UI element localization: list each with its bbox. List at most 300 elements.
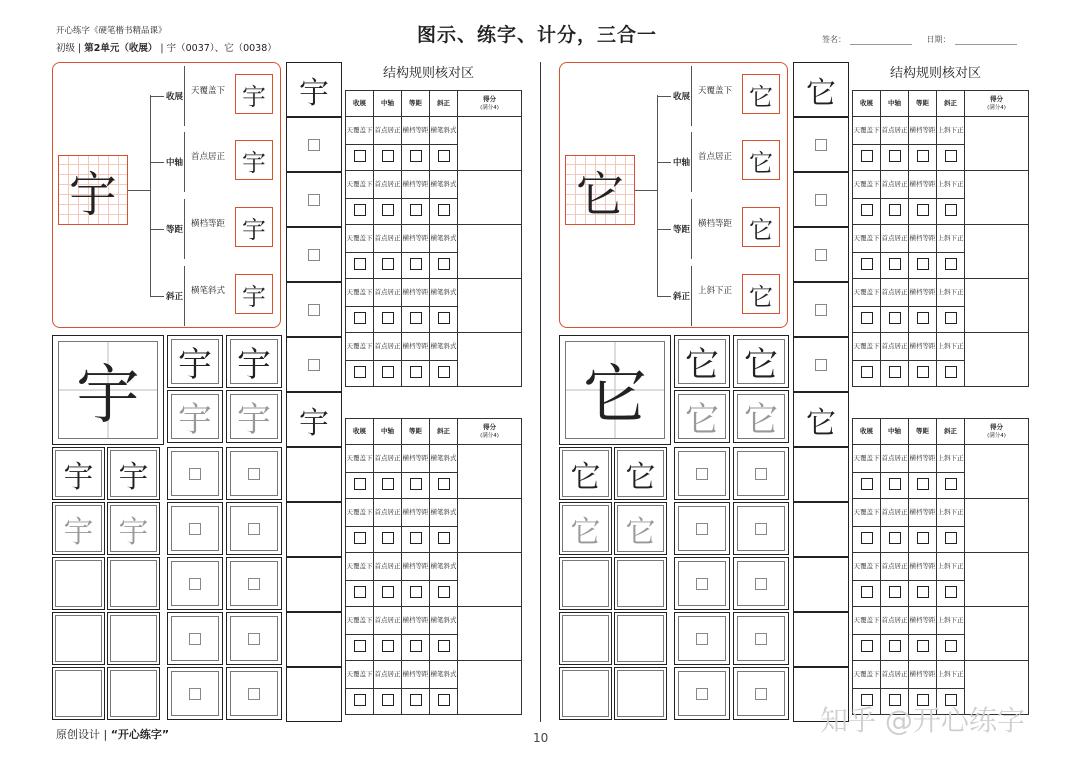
checkbox[interactable] [438, 258, 450, 270]
check-column-cell[interactable] [793, 172, 849, 227]
copy-char: 宇 [55, 505, 102, 552]
rule-checkbox-cell[interactable] [430, 689, 458, 715]
rule-checkbox-cell[interactable] [430, 635, 458, 661]
check-column-cell[interactable] [286, 117, 342, 172]
rule-label: 首点居正 [374, 279, 402, 307]
rule-checkbox-cell[interactable] [430, 145, 458, 171]
blank-practice-cell[interactable] [737, 506, 785, 551]
checkbox[interactable] [438, 478, 450, 490]
rule-checkbox-cell[interactable] [374, 689, 402, 715]
blank-practice-cell[interactable] [617, 560, 664, 607]
rule-checkbox-cell[interactable] [909, 473, 937, 499]
blank-practice-cell[interactable] [737, 671, 785, 716]
check-column-cell[interactable] [286, 227, 342, 282]
check-column-cell[interactable] [793, 557, 849, 612]
score-cell[interactable] [965, 333, 1029, 387]
checkbox[interactable] [889, 586, 901, 598]
rule-label: 上斜下正 [937, 499, 965, 527]
blank-practice-cell[interactable] [171, 671, 219, 716]
score-cell[interactable] [458, 607, 522, 661]
rule-checkbox-cell[interactable] [374, 581, 402, 607]
rule-checkbox-cell[interactable] [430, 199, 458, 225]
center-divider [540, 62, 541, 722]
center-square [755, 633, 767, 645]
tree-trunk [150, 95, 151, 297]
checkbox[interactable] [945, 312, 957, 324]
checkbox[interactable] [410, 258, 422, 270]
checkbox[interactable] [354, 204, 366, 216]
checkbox[interactable] [917, 312, 929, 324]
rule-label: 横档等距 [402, 117, 430, 145]
score-cell[interactable] [458, 171, 522, 225]
rule-checkbox-cell[interactable] [937, 307, 965, 333]
checkbox[interactable] [410, 150, 422, 162]
blank-practice-cell[interactable] [55, 670, 102, 717]
date-field[interactable] [955, 44, 1017, 45]
checkbox[interactable] [354, 532, 366, 544]
score-cell[interactable] [965, 445, 1029, 499]
checkbox[interactable] [410, 204, 422, 216]
blank-practice-cell[interactable] [678, 506, 726, 551]
rule-checkbox-cell[interactable] [937, 527, 965, 553]
rule-checkbox-cell[interactable] [430, 581, 458, 607]
score-cell[interactable] [965, 171, 1029, 225]
blank-practice-cell[interactable] [110, 615, 157, 662]
check-column-cell: 它 [793, 392, 849, 447]
rule-checkbox-cell[interactable] [881, 473, 909, 499]
rule-checkbox-cell[interactable] [346, 635, 374, 661]
rule-checkbox-cell[interactable] [402, 307, 430, 333]
score-cell[interactable] [458, 499, 522, 553]
checkbox[interactable] [438, 586, 450, 598]
trace-char-faded: 它 [737, 394, 785, 439]
checkbox[interactable] [438, 366, 450, 378]
check-column-cell[interactable] [793, 447, 849, 502]
checkbox[interactable] [945, 150, 957, 162]
check-column-cell[interactable] [286, 502, 342, 557]
rule-label: 横笔斜式 [430, 279, 458, 307]
rule-checkbox-cell[interactable] [374, 527, 402, 553]
copy-char: 它 [562, 505, 609, 552]
checkbox[interactable] [917, 258, 929, 270]
checkbox[interactable] [354, 258, 366, 270]
rule-checkbox-cell[interactable] [346, 361, 374, 387]
checkbox[interactable] [438, 312, 450, 324]
rule-checkbox-cell[interactable] [374, 307, 402, 333]
tree-branch [657, 96, 671, 97]
rule-desc: 横档等距 [191, 219, 226, 229]
checkbox[interactable] [861, 640, 873, 652]
center-square [248, 523, 260, 535]
checkbox[interactable] [354, 640, 366, 652]
table-header: 收展 [853, 91, 881, 117]
rule-checkbox-cell[interactable] [937, 635, 965, 661]
blank-practice-cell[interactable] [55, 615, 102, 662]
footer-credit-a: 原创设计 [56, 728, 100, 741]
score-cell[interactable] [965, 279, 1029, 333]
checkbox[interactable] [410, 478, 422, 490]
checkbox[interactable] [438, 204, 450, 216]
blank-practice-cell[interactable] [737, 451, 785, 496]
blank-practice-cell[interactable] [737, 616, 785, 661]
rule-checkbox-cell[interactable] [402, 361, 430, 387]
checkbox[interactable] [354, 312, 366, 324]
checkbox[interactable] [354, 694, 366, 706]
rule-label: 天覆盖下 [853, 607, 881, 635]
rule-checkbox-cell[interactable] [937, 361, 965, 387]
rule-checkbox-cell[interactable] [853, 635, 881, 661]
rule-checkbox-cell[interactable] [937, 199, 965, 225]
blank-practice-cell[interactable] [562, 670, 609, 717]
checkbox[interactable] [354, 586, 366, 598]
blank-practice-cell[interactable] [678, 451, 726, 496]
checkbox[interactable] [917, 640, 929, 652]
rule-label: 上斜下正 [937, 607, 965, 635]
checkbox[interactable] [354, 366, 366, 378]
checkbox[interactable] [382, 312, 394, 324]
check-column-cell[interactable] [793, 282, 849, 337]
rule-desc: 首点居正 [191, 152, 226, 162]
trace-char: 它 [737, 339, 785, 384]
blank-practice-cell[interactable] [110, 670, 157, 717]
rule-checkbox-cell[interactable] [909, 145, 937, 171]
rule-bracket [691, 132, 692, 192]
check-column-cell[interactable] [793, 612, 849, 667]
checkbox[interactable] [438, 640, 450, 652]
check-column-cell[interactable] [286, 447, 342, 502]
rule-checkbox-cell[interactable] [374, 253, 402, 279]
rule-checkbox-cell[interactable] [881, 581, 909, 607]
rule-checkbox-cell[interactable] [881, 199, 909, 225]
checkbox[interactable] [889, 640, 901, 652]
rule-name: 收展 [673, 92, 691, 102]
rule-checkbox-cell[interactable] [346, 689, 374, 715]
check-column-cell[interactable] [793, 227, 849, 282]
rule-checkbox-cell[interactable] [402, 635, 430, 661]
checkbox[interactable] [889, 532, 901, 544]
rule-checkbox-cell[interactable] [853, 527, 881, 553]
score-cell[interactable] [458, 445, 522, 499]
trace-char: 宇 [230, 339, 278, 384]
checkbox[interactable] [382, 478, 394, 490]
score-max: (满分4) [480, 432, 499, 439]
check-box [308, 139, 320, 151]
rule-label: 首点居正 [374, 171, 402, 199]
rule-checkbox-cell[interactable] [402, 473, 430, 499]
checkbox[interactable] [889, 150, 901, 162]
checkbox[interactable] [861, 366, 873, 378]
rule-label: 天覆盖下 [853, 553, 881, 581]
rule-checkbox-cell[interactable] [402, 145, 430, 171]
checkbox[interactable] [917, 366, 929, 378]
center-square [189, 468, 201, 480]
tree-branch [150, 162, 164, 163]
checkbox[interactable] [382, 640, 394, 652]
blank-practice-cell[interactable] [230, 671, 278, 716]
score-cell[interactable] [458, 661, 522, 715]
center-square [248, 578, 260, 590]
rule-label: 横档等距 [402, 279, 430, 307]
trace-char-faded: 宇 [230, 394, 278, 439]
check-box [815, 359, 827, 371]
rule-label: 上斜下正 [937, 553, 965, 581]
rule-label: 天覆盖下 [346, 171, 374, 199]
score-cell[interactable] [965, 117, 1029, 171]
rule-label: 横笔斜式 [430, 499, 458, 527]
center-square [189, 633, 201, 645]
table-header: 斜正 [937, 419, 965, 445]
score-cell[interactable] [458, 117, 522, 171]
rule-checkbox-cell[interactable] [909, 307, 937, 333]
check-column-cell[interactable] [286, 612, 342, 667]
checkbox[interactable] [945, 532, 957, 544]
rule-checkbox-cell[interactable] [402, 527, 430, 553]
checkbox[interactable] [945, 478, 957, 490]
table-header: 等距 [909, 419, 937, 445]
rule-checkbox-cell[interactable] [402, 581, 430, 607]
checkbox[interactable] [410, 694, 422, 706]
rule-label: 横笔斜式 [430, 553, 458, 581]
rule-checkbox-cell[interactable] [430, 307, 458, 333]
check-column-cell[interactable] [286, 172, 342, 227]
checkbox[interactable] [382, 150, 394, 162]
rule-checkbox-cell[interactable] [374, 635, 402, 661]
checkbox[interactable] [410, 532, 422, 544]
rule-checkbox-cell[interactable] [881, 253, 909, 279]
rule-checkbox-cell[interactable] [909, 199, 937, 225]
score-header [458, 419, 522, 445]
checkbox[interactable] [382, 204, 394, 216]
rule-checkbox-cell[interactable] [853, 253, 881, 279]
blank-practice-cell[interactable] [617, 615, 664, 662]
blank-practice-cell[interactable] [678, 616, 726, 661]
blank-practice-cell[interactable] [230, 561, 278, 606]
checkbox[interactable] [382, 532, 394, 544]
sign-date-row [822, 34, 1029, 45]
rule-checkbox-cell[interactable] [909, 527, 937, 553]
rule-checkbox-cell[interactable] [937, 473, 965, 499]
checkbox[interactable] [945, 586, 957, 598]
rule-checkbox-cell[interactable] [881, 307, 909, 333]
rule-label: 上斜下正 [937, 225, 965, 253]
checkbox[interactable] [354, 150, 366, 162]
blank-practice-cell[interactable] [230, 451, 278, 496]
checkbox[interactable] [861, 150, 873, 162]
footer-credit: 原创设计 | “开心练字” [56, 728, 170, 741]
checkbox[interactable] [861, 204, 873, 216]
checkbox[interactable] [861, 532, 873, 544]
checkbox[interactable] [861, 312, 873, 324]
rule-label: 横档等距 [402, 553, 430, 581]
check-column-cell[interactable] [286, 557, 342, 612]
checkbox[interactable] [945, 204, 957, 216]
rule-checkbox-cell[interactable] [402, 199, 430, 225]
checkbox[interactable] [438, 150, 450, 162]
rule-checkbox-cell[interactable] [374, 361, 402, 387]
tree-branch [150, 96, 164, 97]
blank-practice-cell[interactable] [678, 561, 726, 606]
rule-checkbox-cell[interactable] [402, 253, 430, 279]
checkbox[interactable] [945, 258, 957, 270]
blank-practice-cell[interactable] [55, 560, 102, 607]
checkbox[interactable] [438, 532, 450, 544]
rule-checkbox-cell[interactable] [909, 253, 937, 279]
blank-practice-cell[interactable] [678, 671, 726, 716]
rule-check-table [852, 418, 1029, 715]
trace-char: 宇 [171, 339, 219, 384]
rule-label: 天覆盖下 [346, 607, 374, 635]
checkbox[interactable] [917, 204, 929, 216]
rule-label: 横档等距 [402, 333, 430, 361]
rule-desc: 横档等距 [698, 219, 733, 229]
tree-branch [150, 296, 164, 297]
center-square [189, 578, 201, 590]
rule-checkbox-cell[interactable] [374, 145, 402, 171]
checkbox[interactable] [410, 366, 422, 378]
checkbox[interactable] [917, 150, 929, 162]
rule-label: 首点居正 [881, 607, 909, 635]
rule-name: 等距 [673, 225, 691, 235]
rule-checkbox-cell[interactable] [937, 581, 965, 607]
rule-label: 横笔斜式 [430, 117, 458, 145]
checkbox[interactable] [382, 586, 394, 598]
score-cell[interactable] [458, 553, 522, 607]
rule-checkbox-cell[interactable] [853, 361, 881, 387]
rule-checkbox-cell[interactable] [346, 307, 374, 333]
checkbox[interactable] [382, 694, 394, 706]
table-header: 中轴 [374, 419, 402, 445]
footer-credit-b: “开心练字” [110, 728, 170, 741]
rule-checkbox-cell[interactable] [881, 527, 909, 553]
copy-char: 它 [617, 450, 664, 497]
blank-practice-cell[interactable] [230, 506, 278, 551]
rule-desc: 天覆盖下 [698, 86, 733, 96]
rule-checkbox-cell[interactable] [881, 145, 909, 171]
score-cell[interactable] [965, 225, 1029, 279]
center-square [248, 633, 260, 645]
score-cell[interactable] [458, 279, 522, 333]
rule-checkbox-cell[interactable] [853, 581, 881, 607]
center-square [248, 468, 260, 480]
checkbox[interactable] [945, 640, 957, 652]
checkbox[interactable] [382, 366, 394, 378]
rule-checkbox-cell[interactable] [430, 253, 458, 279]
checkbox[interactable] [382, 258, 394, 270]
rule-checkbox-cell[interactable] [374, 199, 402, 225]
checkbox[interactable] [945, 366, 957, 378]
blank-practice-cell[interactable] [562, 615, 609, 662]
score-cell[interactable] [965, 607, 1029, 661]
rule-checkbox-cell[interactable] [346, 527, 374, 553]
check-column-cell[interactable] [286, 282, 342, 337]
blank-practice-cell[interactable] [230, 616, 278, 661]
score-cell[interactable] [965, 499, 1029, 553]
check-column-cell[interactable] [793, 117, 849, 172]
rule-checkbox-cell[interactable] [430, 361, 458, 387]
score-cell[interactable] [965, 553, 1029, 607]
rule-name: 中轴 [673, 158, 691, 168]
score-cell[interactable] [458, 225, 522, 279]
blank-practice-cell[interactable] [171, 506, 219, 551]
checkbox[interactable] [889, 312, 901, 324]
checkbox[interactable] [410, 640, 422, 652]
center-square [755, 688, 767, 700]
checkbox[interactable] [917, 532, 929, 544]
rule-checkbox-cell[interactable] [853, 199, 881, 225]
check-column-cell[interactable] [286, 667, 342, 722]
blank-practice-cell[interactable] [171, 616, 219, 661]
rule-label: 横档等距 [402, 445, 430, 473]
checkbox[interactable] [917, 478, 929, 490]
rule-checkbox-cell[interactable] [881, 635, 909, 661]
rule-checkbox-cell[interactable] [909, 581, 937, 607]
rule-checkbox-cell[interactable] [346, 473, 374, 499]
checkbox[interactable] [861, 586, 873, 598]
rule-label: 首点居正 [881, 171, 909, 199]
chars-ref: 宇（0037）、它（0038） [166, 43, 277, 54]
rule-checkbox-cell[interactable] [374, 473, 402, 499]
rule-label: 首点居正 [374, 333, 402, 361]
checkbox[interactable] [889, 366, 901, 378]
checkbox[interactable] [889, 204, 901, 216]
checkbox[interactable] [861, 478, 873, 490]
rule-checkbox-cell[interactable] [346, 581, 374, 607]
rule-checkbox-cell[interactable] [853, 307, 881, 333]
rule-checkbox-cell[interactable] [346, 199, 374, 225]
sign-field[interactable] [850, 44, 912, 45]
checkbox[interactable] [889, 478, 901, 490]
checkbox[interactable] [438, 694, 450, 706]
blank-practice-cell[interactable] [617, 670, 664, 717]
check-column-cell[interactable] [793, 337, 849, 392]
rule-example-char: 宇 [235, 207, 273, 247]
rule-checkbox-cell[interactable] [881, 361, 909, 387]
rule-checkbox-cell[interactable] [909, 361, 937, 387]
rule-checkbox-cell[interactable] [346, 253, 374, 279]
checkbox[interactable] [861, 258, 873, 270]
score-cell[interactable] [458, 333, 522, 387]
blank-practice-cell[interactable] [737, 561, 785, 606]
blank-practice-cell[interactable] [171, 451, 219, 496]
blank-practice-cell[interactable] [110, 560, 157, 607]
rule-checkbox-cell[interactable] [853, 473, 881, 499]
rule-checkbox-cell[interactable] [937, 253, 965, 279]
check-column-cell[interactable] [793, 502, 849, 557]
score-header [965, 419, 1029, 445]
checkbox[interactable] [354, 478, 366, 490]
blank-practice-cell[interactable] [171, 561, 219, 606]
rule-checkbox-cell[interactable] [937, 145, 965, 171]
table-header: 等距 [402, 91, 430, 117]
blank-practice-cell[interactable] [562, 560, 609, 607]
check-column-cell[interactable] [286, 337, 342, 392]
rule-checkbox-cell[interactable] [430, 473, 458, 499]
checkbox[interactable] [889, 258, 901, 270]
checkbox[interactable] [917, 586, 929, 598]
rule-example-char: 宇 [235, 274, 273, 314]
rule-label: 天覆盖下 [346, 499, 374, 527]
rule-label: 天覆盖下 [853, 225, 881, 253]
rule-checkbox-cell[interactable] [346, 145, 374, 171]
rule-checkbox-cell[interactable] [402, 689, 430, 715]
checkbox[interactable] [410, 586, 422, 598]
checkbox[interactable] [410, 312, 422, 324]
rule-checkbox-cell[interactable] [853, 145, 881, 171]
rule-checkbox-cell[interactable] [909, 635, 937, 661]
check-box [815, 194, 827, 206]
rule-checkbox-cell[interactable] [430, 527, 458, 553]
rule-label: 首点居正 [881, 661, 909, 689]
